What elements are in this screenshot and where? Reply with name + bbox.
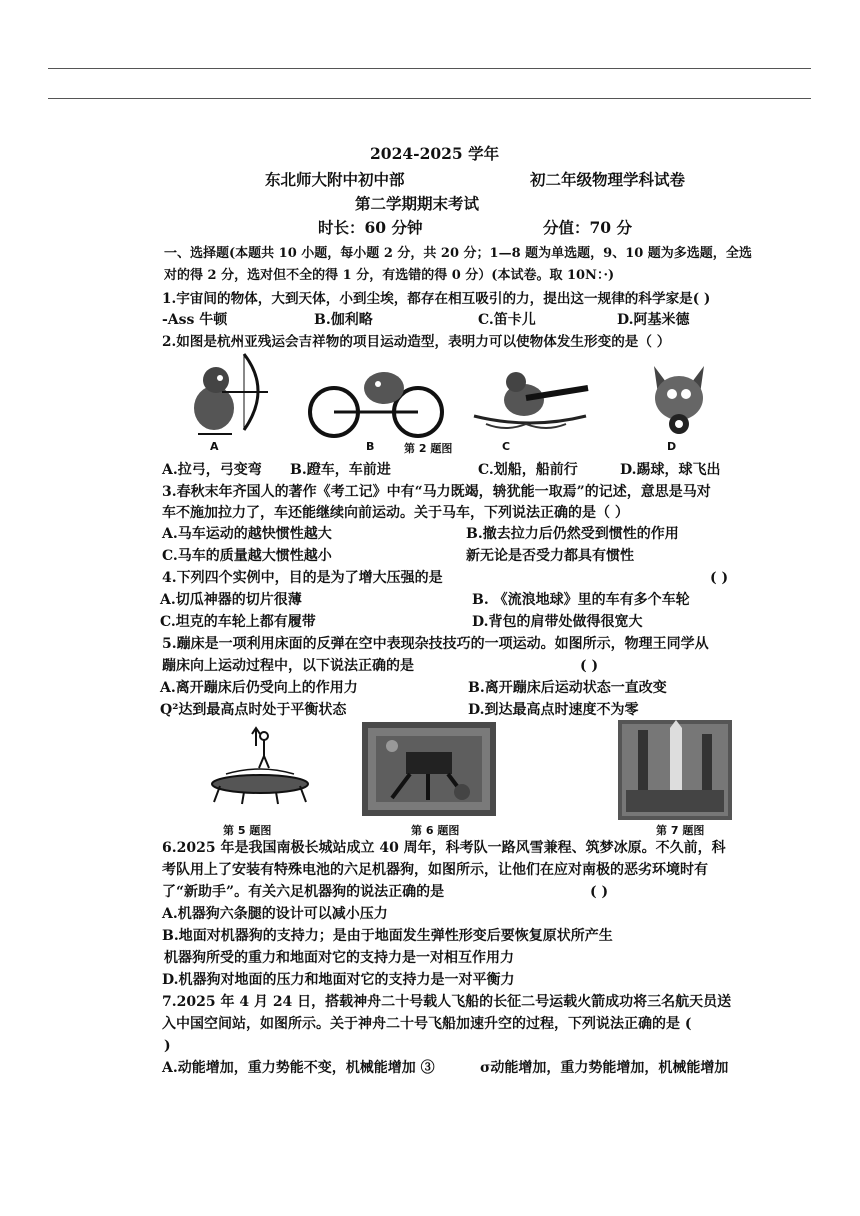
q7-figure-caption: 第 7 题图	[656, 824, 705, 837]
q3-stem-line2: 车不施加拉力了，车还能继续向前运动。关于马车，下列说法正确的是（ ）	[162, 505, 629, 521]
q7-option-a: A.动能增加，重力势能不变，机械能增加 ③	[162, 1060, 435, 1076]
q2-option-c: C.划船，船前行	[478, 462, 578, 478]
q2-option-b: B.蹬车，车前进	[290, 462, 391, 478]
q4-option-c: C.坦克的车轮上都有履带	[160, 614, 316, 630]
q6-answer-paren: ( )	[590, 884, 609, 900]
exam-year: 2024-2025 学年	[370, 144, 500, 163]
q7-option-b: σ动能增加，重力势能增加，机械能增加	[480, 1060, 729, 1076]
q4-stem: 4.下列四个实例中，目的是为了增大压强的是	[162, 570, 443, 586]
q1-option-d: D.阿基米德	[617, 312, 690, 328]
q2-stem: 2.如图是杭州亚残运会吉祥物的项目运动造型，表明力可以使物体发生形变的是（ ）	[162, 334, 671, 350]
q7-stem-line3: )	[164, 1038, 171, 1054]
q5-option-b: B.离开蹦床后运动状态一直改变	[468, 680, 667, 696]
exam-score: 分值：70 分	[543, 218, 632, 237]
q2-figure-b-label: B	[366, 440, 375, 453]
q7-stem-line1: 7.2025 年 4 月 24 日，搭载神舟二十号载人飞船的长征二号运载火箭成功将三名航天员送	[162, 994, 732, 1010]
q5-answer-paren: ( )	[580, 658, 599, 674]
q2-figure-c-rowing	[466, 366, 596, 436]
q2-figure-b-cycling	[306, 362, 446, 442]
exam-subject: 初二年级物理学科试卷	[530, 170, 686, 189]
q6-option-a: A.机器狗六条腿的设计可以减小压力	[162, 906, 388, 922]
q3-option-b: B.撤去拉力后仍然受到惯性的作用	[466, 526, 679, 542]
q5-option-a: A.离开蹦床后仍受向上的作用力	[160, 680, 358, 696]
q2-figure-a-label: A	[210, 440, 219, 453]
q4-option-b: B. 《流浪地球》里的车有多个车轮	[472, 592, 690, 608]
q5-option-c: Q²达到最高点时处于平衡状态	[160, 702, 347, 718]
section1-intro-line1: 一、选择题(本题共 10 小题，每小题 2 分，共 20 分；1—8 题为单选题，9、10 题为多选题，全选	[164, 246, 752, 261]
q3-stem-line1: 3.春秋末年齐国人的著作《考工记》中有“马力既竭，辀犹能一取焉”的记述，意思是马对	[162, 484, 711, 500]
q6-figure-robot-dog	[362, 722, 496, 816]
q7-figure-rocket	[618, 720, 732, 820]
q5-figure-trampoline	[206, 724, 314, 808]
q6-figure-caption: 第 6 题图	[411, 824, 460, 837]
q2-figure-d-football	[640, 354, 718, 444]
exam-title: 第二学期期末考试	[355, 194, 480, 213]
exam-duration: 时长：60 分钟	[318, 218, 423, 237]
q5-option-d: D.到达最高点时速度不为零	[468, 702, 639, 718]
q4-option-d: D.背包的肩带处做得很宽大	[472, 614, 643, 630]
q2-option-a: A.拉弓，弓变弯	[162, 462, 262, 478]
q4-option-a: A.切瓜神器的切片很薄	[160, 592, 302, 608]
q1-option-c: C.笛卡儿	[478, 312, 536, 328]
q2-figure-caption: 第 2 题图	[404, 442, 453, 455]
q5-stem-line1: 5.蹦床是一项利用床面的反弹在空中表现杂技技巧的一项运动。如图所示，物理王同学从	[162, 636, 709, 652]
q6-option-b: B.地面对机器狗的支持力；是由于地面发生弹性形变后要恢复原状所产生	[162, 928, 613, 944]
section1-intro-line2: 对的得 2 分，选对但不全的得 1 分，有选错的得 0 分）(本试卷。取 10N：·)	[164, 268, 615, 283]
q3-option-c: C.马车的质量越大惯性越小	[162, 548, 332, 564]
q1-option-b: B.伽利略	[314, 312, 373, 328]
q5-stem-line2: 蹦床向上运动过程中，以下说法正确的是	[162, 658, 414, 674]
q2-figure-c-label: C	[502, 440, 511, 453]
q6-stem-line1: 6.2025 年是我国南极长城站成立 40 周年，科考队一路风雪兼程、筑梦冰原。不久前，科	[162, 840, 726, 856]
q4-answer-paren: ( )	[710, 570, 729, 586]
q6-stem-line2: 考队用上了安装有特殊电池的六足机器狗，如图所示，让他们在应对南极的恶劣环境时有	[162, 862, 708, 878]
q2-figure-d-label: D	[667, 440, 677, 453]
q2-figure-a-archery	[182, 346, 274, 446]
q6-stem-line3: 了“新助手”。有关六足机器狗的说法正确的是	[162, 884, 445, 900]
q1-stem: 1.宇宙间的物体，大到天体，小到尘埃，都存在相互吸引的力，提出这一规律的科学家是( )	[162, 291, 711, 307]
q6-option-c: 机器狗所受的重力和地面对它的支持力是一对相互作用力	[164, 950, 514, 966]
q5-figure-caption: 第 5 题图	[223, 824, 272, 837]
q2-option-d: D.踢球，球飞出	[620, 462, 721, 478]
top-rule-2	[48, 98, 811, 99]
school-name: 东北师大附中初中部	[265, 170, 405, 189]
q7-stem-line2: 入中国空间站，如图所示。关于神舟二十号飞船加速升空的过程，下列说法正确的是 (	[162, 1016, 692, 1032]
q6-option-d: D.机器狗对地面的压力和地面对它的支持力是一对平衡力	[162, 972, 515, 988]
q1-option-a: -Ass 牛顿	[162, 312, 228, 328]
q3-option-d: 新无论是否受力都具有惯性	[466, 548, 634, 564]
top-rule-1	[48, 68, 811, 69]
q3-option-a: A.马车运动的越快惯性越大	[162, 526, 332, 542]
